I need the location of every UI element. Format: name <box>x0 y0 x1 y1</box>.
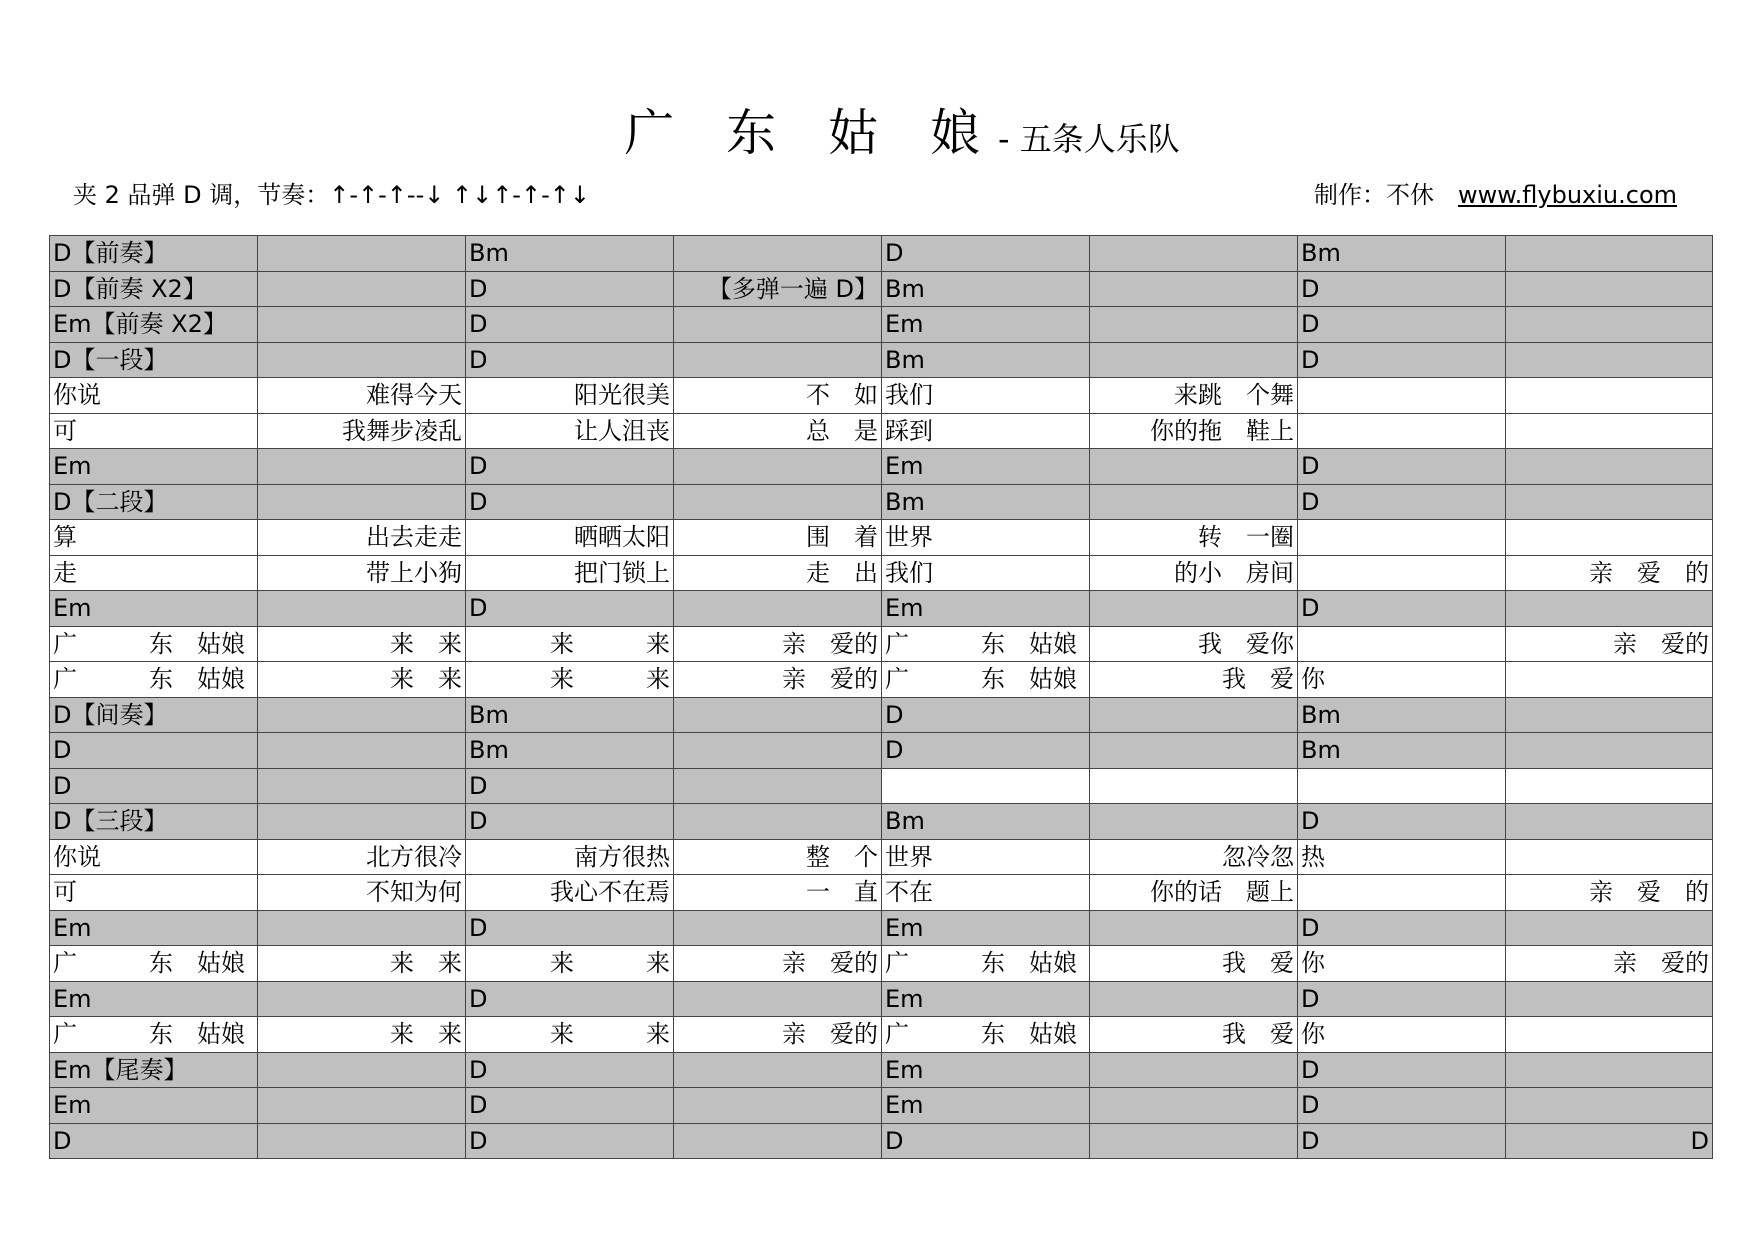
chord-cell <box>1506 307 1713 343</box>
chord-cell <box>674 307 882 343</box>
chord-cell <box>258 591 466 627</box>
chord-cell: D <box>1298 307 1506 343</box>
chord-cell: Bm <box>882 484 1090 520</box>
lyric-cell: 你 <box>1298 946 1506 982</box>
chord-cell: D【前奏 X2】 <box>50 271 258 307</box>
chord-cell <box>674 910 882 946</box>
chord-cell: Em <box>882 449 1090 485</box>
chord-row <box>50 910 1713 946</box>
chord-cell <box>1090 1088 1298 1124</box>
chord-cell: D【一段】 <box>50 342 258 378</box>
chord-cell <box>1506 768 1713 804</box>
lyric-cell: 阳光很美 <box>466 378 674 414</box>
chord-cell: Em <box>882 307 1090 343</box>
chord-cell <box>1090 1052 1298 1088</box>
lyric-cell: 出去走走 <box>258 520 466 556</box>
lyric-cell: 南方很热 <box>466 839 674 875</box>
chord-cell: Em <box>50 910 258 946</box>
chord-cell: Em【尾奏】 <box>50 1052 258 1088</box>
chord-cell <box>258 697 466 733</box>
lyric-cell <box>1298 626 1506 662</box>
lyric-cell: 亲 爱的 <box>1506 946 1713 982</box>
lyric-row <box>50 626 1713 662</box>
lyric-cell: 不在 <box>882 875 1090 911</box>
chord-cell: D <box>1506 1123 1713 1159</box>
chord-cell: D【二段】 <box>50 484 258 520</box>
chord-cell <box>1506 804 1713 840</box>
chord-cell: Bm <box>1298 733 1506 769</box>
chord-cell: D <box>466 768 674 804</box>
chord-cell <box>258 1088 466 1124</box>
lyric-cell: 走 出 <box>674 555 882 591</box>
chord-cell: D <box>1298 910 1506 946</box>
lyric-cell <box>1298 413 1506 449</box>
lyric-cell: 来 来 <box>466 626 674 662</box>
chord-cell: D <box>882 1123 1090 1159</box>
lyric-cell: 你 <box>1298 662 1506 698</box>
chord-cell <box>1506 271 1713 307</box>
lyric-cell <box>1506 662 1713 698</box>
chord-cell: D <box>1298 449 1506 485</box>
lyric-row <box>50 839 1713 875</box>
lyric-cell: 忽冷忽 <box>1090 839 1298 875</box>
credit-author: 制作：不休 <box>1313 181 1434 209</box>
chord-cell <box>258 804 466 840</box>
lyric-cell: 你说 <box>50 839 258 875</box>
lyric-cell: 亲 爱 的 <box>1506 555 1713 591</box>
chord-row <box>50 768 1713 804</box>
lyric-cell: 不知为何 <box>258 875 466 911</box>
lyric-cell: 你的拖 鞋上 <box>1090 413 1298 449</box>
lyric-cell <box>1506 1017 1713 1053</box>
chord-cell <box>1506 910 1713 946</box>
lyric-cell <box>1506 378 1713 414</box>
chord-cell <box>1090 697 1298 733</box>
lyric-cell: 走 <box>50 555 258 591</box>
chord-cell <box>1090 484 1298 520</box>
chord-cell <box>258 307 466 343</box>
chord-row <box>50 1052 1713 1088</box>
lyric-cell: 你说 <box>50 378 258 414</box>
chord-cell <box>258 981 466 1017</box>
credit-line <box>1314 180 1677 210</box>
chord-cell <box>882 768 1090 804</box>
chord-row <box>50 449 1713 485</box>
lyric-cell <box>1298 875 1506 911</box>
lyric-cell: 广 东 姑娘 <box>50 946 258 982</box>
chord-cell <box>1506 236 1713 272</box>
chord-cell <box>1506 591 1713 627</box>
lyric-row <box>50 662 1713 698</box>
lyric-cell <box>1506 520 1713 556</box>
chord-row <box>50 342 1713 378</box>
lyric-cell: 亲 爱的 <box>674 662 882 698</box>
chord-cell <box>674 1052 882 1088</box>
chord-cell: D <box>1298 484 1506 520</box>
chord-row <box>50 236 1713 272</box>
chord-cell <box>258 733 466 769</box>
chord-cell: D <box>1298 271 1506 307</box>
chord-cell: D <box>466 910 674 946</box>
lyric-cell: 广 东 姑娘 <box>882 626 1090 662</box>
chord-cell <box>674 804 882 840</box>
chord-cell <box>674 236 882 272</box>
chord-cell: Em <box>882 591 1090 627</box>
lyric-cell: 来 来 <box>466 662 674 698</box>
lyric-row <box>50 555 1713 591</box>
chord-cell: Em <box>882 981 1090 1017</box>
chord-cell: Em <box>882 1088 1090 1124</box>
lyric-cell: 可 <box>50 875 258 911</box>
chord-cell <box>674 1123 882 1159</box>
chord-cell <box>1090 804 1298 840</box>
chord-cell: D <box>1298 1123 1506 1159</box>
lyric-cell: 北方很冷 <box>258 839 466 875</box>
chord-cell <box>1090 910 1298 946</box>
lyric-row <box>50 378 1713 414</box>
chord-cell <box>1506 981 1713 1017</box>
lyric-cell: 的小 房间 <box>1090 555 1298 591</box>
lyric-cell: 你的话 题上 <box>1090 875 1298 911</box>
chord-cell: Bm <box>466 236 674 272</box>
title-main: 广 东 姑 娘 <box>624 104 998 162</box>
chord-cell: Bm <box>882 804 1090 840</box>
lyric-cell: 世界 <box>882 520 1090 556</box>
chord-cell <box>1090 236 1298 272</box>
chord-cell: D <box>50 768 258 804</box>
chord-row <box>50 1123 1713 1159</box>
lyric-cell: 难得今天 <box>258 378 466 414</box>
chord-cell <box>1090 981 1298 1017</box>
lyric-cell: 我 爱 <box>1090 1017 1298 1053</box>
lyric-cell: 踩到 <box>882 413 1090 449</box>
lyric-cell: 来 来 <box>258 1017 466 1053</box>
chord-cell: D <box>466 981 674 1017</box>
lyric-cell: 算 <box>50 520 258 556</box>
chord-cell: D <box>466 804 674 840</box>
chord-cell <box>1506 449 1713 485</box>
lyric-cell: 来 来 <box>258 946 466 982</box>
chord-cell: Em <box>882 910 1090 946</box>
lyric-cell: 一 直 <box>674 875 882 911</box>
chord-cell <box>674 591 882 627</box>
chord-row <box>50 307 1713 343</box>
chord-row <box>50 1088 1713 1124</box>
chord-cell: D <box>882 697 1090 733</box>
lyric-cell: 广 东 姑娘 <box>50 626 258 662</box>
chord-row <box>50 591 1713 627</box>
chord-row <box>50 804 1713 840</box>
chord-cell <box>1506 484 1713 520</box>
chord-cell <box>1506 1088 1713 1124</box>
chord-cell <box>1090 1123 1298 1159</box>
lyric-cell: 来 来 <box>466 1017 674 1053</box>
chord-row <box>50 697 1713 733</box>
lyric-cell: 广 东 姑娘 <box>50 1017 258 1053</box>
lyric-cell: 转 一圈 <box>1090 520 1298 556</box>
lyric-cell: 整 个 <box>674 839 882 875</box>
chord-cell: D <box>882 236 1090 272</box>
lyric-cell: 热 <box>1298 839 1506 875</box>
lyric-cell: 亲 爱 的 <box>1506 875 1713 911</box>
chord-cell: Em <box>50 449 258 485</box>
site-link[interactable]: www.flybuxiu.com <box>1457 181 1677 209</box>
lyric-cell: 把门锁上 <box>466 555 674 591</box>
chord-cell: D <box>882 733 1090 769</box>
lyric-cell: 亲 爱的 <box>674 1017 882 1053</box>
lyric-cell: 广 东 姑娘 <box>882 662 1090 698</box>
chord-cell <box>1090 768 1298 804</box>
chord-cell <box>674 768 882 804</box>
lyric-cell: 亲 爱的 <box>674 626 882 662</box>
lyric-cell <box>1298 555 1506 591</box>
lyric-cell <box>1298 378 1506 414</box>
chord-cell: D <box>1298 591 1506 627</box>
chord-cell <box>258 1123 466 1159</box>
lyric-cell: 来 来 <box>258 626 466 662</box>
lyric-cell: 可 <box>50 413 258 449</box>
lyric-cell: 世界 <box>882 839 1090 875</box>
lyric-cell: 我 爱你 <box>1090 626 1298 662</box>
chord-row <box>50 981 1713 1017</box>
lyric-cell <box>1506 839 1713 875</box>
lyric-cell: 来 来 <box>466 946 674 982</box>
chord-cell: D <box>466 591 674 627</box>
lyric-cell: 我 爱 <box>1090 946 1298 982</box>
chord-cell: Em【前奏 X2】 <box>50 307 258 343</box>
lyric-cell: 带上小狗 <box>258 555 466 591</box>
chord-cell: D <box>466 307 674 343</box>
capo-strum-info: 夹 2 品弹 D 调，节奏：↑-↑-↑--↓ ↑↓↑-↑-↑↓ <box>73 181 590 209</box>
lyric-cell <box>1298 520 1506 556</box>
chord-cell <box>258 236 466 272</box>
lyric-cell: 广 东 姑娘 <box>882 946 1090 982</box>
lyric-cell <box>1506 413 1713 449</box>
lyric-cell: 我们 <box>882 555 1090 591</box>
lyric-cell: 来跳 个舞 <box>1090 378 1298 414</box>
chord-cell: D <box>1298 342 1506 378</box>
chord-cell <box>1090 449 1298 485</box>
chord-cell: D <box>50 733 258 769</box>
chord-cell: D <box>1298 1052 1506 1088</box>
chord-cell <box>258 910 466 946</box>
chord-cell: D <box>466 1123 674 1159</box>
chord-cell <box>258 271 466 307</box>
chord-sheet-table <box>49 235 1713 1159</box>
chord-cell: Bm <box>1298 236 1506 272</box>
chord-cell <box>674 981 882 1017</box>
chord-cell: D <box>466 271 674 307</box>
chord-cell: 【多弹一遍 D】 <box>674 271 882 307</box>
chord-cell: D <box>466 342 674 378</box>
chord-cell <box>674 449 882 485</box>
chord-cell: D <box>466 1088 674 1124</box>
chord-cell <box>674 697 882 733</box>
chord-cell <box>258 342 466 378</box>
chord-cell: D <box>466 449 674 485</box>
chord-cell <box>1506 1052 1713 1088</box>
chord-cell: D <box>466 1052 674 1088</box>
chord-cell: D【三段】 <box>50 804 258 840</box>
chord-cell <box>1090 307 1298 343</box>
chord-cell <box>674 484 882 520</box>
lyric-cell: 围 着 <box>674 520 882 556</box>
chord-cell <box>1506 697 1713 733</box>
lyric-cell: 你 <box>1298 1017 1506 1053</box>
chord-cell <box>674 733 882 769</box>
lyric-cell: 我 爱 <box>1090 662 1298 698</box>
lyric-cell: 让人沮丧 <box>466 413 674 449</box>
chord-cell <box>674 342 882 378</box>
song-title <box>0 104 1754 162</box>
chord-cell: D <box>466 484 674 520</box>
chord-cell: Bm <box>882 271 1090 307</box>
lyric-cell: 来 来 <box>258 662 466 698</box>
chord-cell <box>1506 342 1713 378</box>
chord-cell: Bm <box>1298 697 1506 733</box>
title-artist: - 五条人乐队 <box>997 120 1180 158</box>
lyric-cell: 不 如 <box>674 378 882 414</box>
chord-cell <box>674 1088 882 1124</box>
lyric-cell: 总 是 <box>674 413 882 449</box>
chord-cell <box>1090 733 1298 769</box>
lyric-row <box>50 520 1713 556</box>
chord-cell: D <box>50 1123 258 1159</box>
chord-cell <box>1090 591 1298 627</box>
chord-cell <box>1298 768 1506 804</box>
lyric-cell: 我舞步凌乱 <box>258 413 466 449</box>
lyric-cell: 我心不在焉 <box>466 875 674 911</box>
chord-cell <box>258 449 466 485</box>
chord-row <box>50 271 1713 307</box>
lyric-cell: 亲 爱的 <box>1506 626 1713 662</box>
chord-cell: D【间奏】 <box>50 697 258 733</box>
chord-row <box>50 733 1713 769</box>
chord-cell: Bm <box>882 342 1090 378</box>
lyric-row <box>50 413 1713 449</box>
chord-cell: Bm <box>466 733 674 769</box>
chord-row <box>50 484 1713 520</box>
lyric-cell: 广 东 姑娘 <box>50 662 258 698</box>
chord-cell: D <box>1298 981 1506 1017</box>
chord-cell: Em <box>50 1088 258 1124</box>
chord-cell: Em <box>50 981 258 1017</box>
chord-cell: D <box>1298 1088 1506 1124</box>
chord-cell <box>1506 733 1713 769</box>
chord-cell <box>1090 342 1298 378</box>
chord-cell: D【前奏】 <box>50 236 258 272</box>
chord-cell: Em <box>50 591 258 627</box>
chord-cell <box>258 1052 466 1088</box>
chord-cell <box>1090 271 1298 307</box>
chord-cell: Bm <box>466 697 674 733</box>
chord-cell: Em <box>882 1052 1090 1088</box>
lyric-row <box>50 875 1713 911</box>
lyric-cell: 晒晒太阳 <box>466 520 674 556</box>
lyric-cell: 广 东 姑娘 <box>882 1017 1090 1053</box>
lyric-cell: 亲 爱的 <box>674 946 882 982</box>
lyric-cell: 我们 <box>882 378 1090 414</box>
chord-cell <box>258 768 466 804</box>
chord-cell <box>258 484 466 520</box>
chord-cell: D <box>1298 804 1506 840</box>
lyric-row <box>50 946 1713 982</box>
lyric-row <box>50 1017 1713 1053</box>
